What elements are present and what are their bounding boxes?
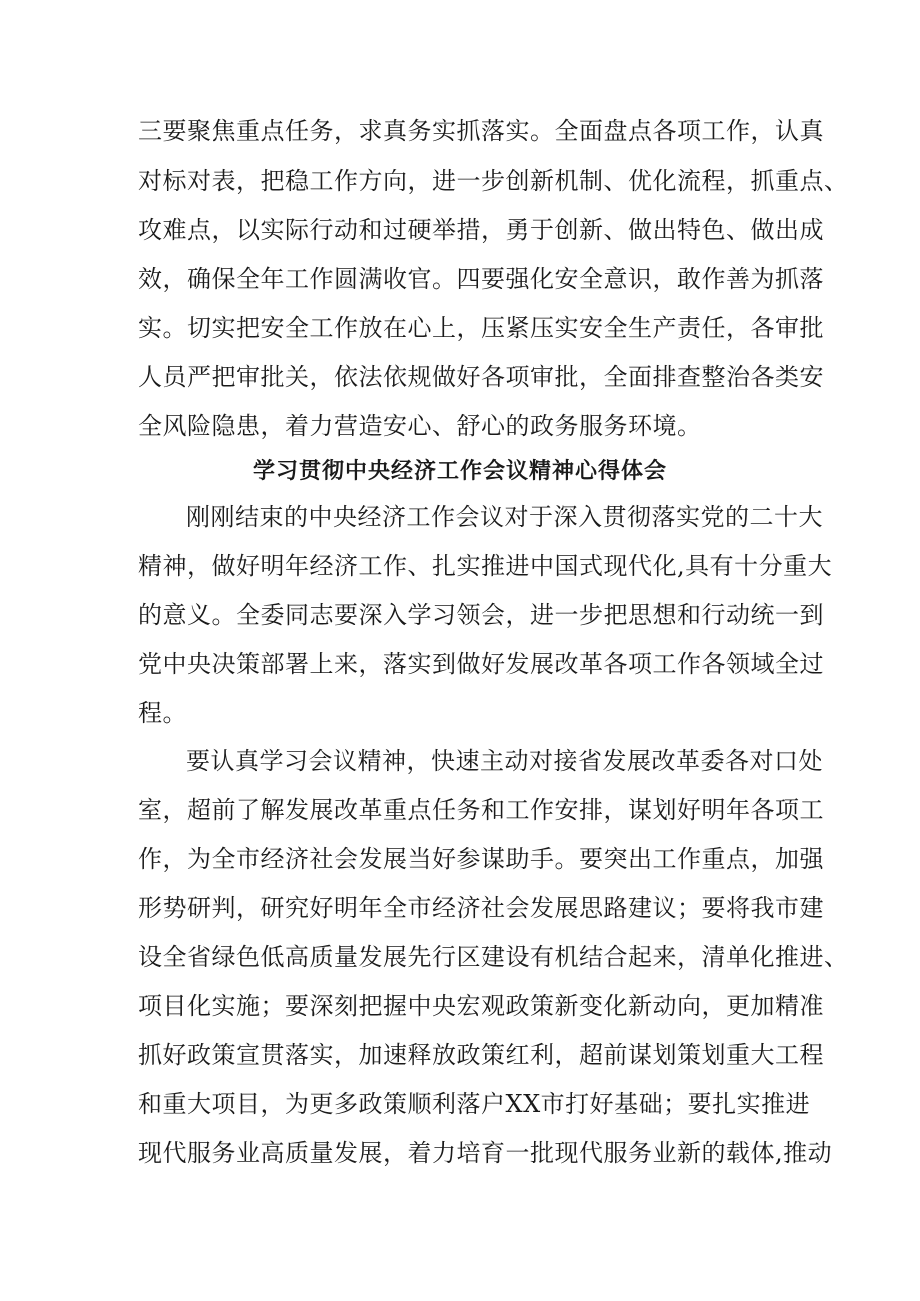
text-line: 刚刚结束的中央经济工作会议对于深入贯彻落实党的二十大 [186,503,823,531]
text-line: 现代服务业高质量发展，着力培育一批现代服务业新的载体,推动 [138,1139,833,1167]
text-line: 的意义。全委同志要深入学习领会，进一步把思想和行动统一到 [138,601,824,629]
text-line: 作，为全市经济社会发展当好参谋助手。要突出工作重点，加强 [138,845,824,873]
text-line: 效，确保全年工作圆满收官。四要强化安全意识，敢作善为抓落 [138,265,824,293]
text-line: 设全省绿色低高质量发展先行区建设有机结合起来，清单化推进、 [138,943,849,971]
text-line: 项目化实施；要深刻把握中央宏观政策新变化新动向，更加精准 [138,992,824,1020]
text-line: 形势研判，研究好明年全市经济社会发展思路建议；要将我市建 [138,894,824,922]
text-line: 党中央决策部署上来，落实到做好发展改革各项工作各领域全过 [138,650,824,678]
text-line: 和重大项目，为更多政策顺利落户XX市打好基础；要扎实推进 [138,1090,811,1118]
text-line: 实。切实把安全工作放在心上，压紧压实安全生产责任，各审批 [138,314,824,342]
text-line: 三要聚焦重点任务，求真务实抓落实。全面盘点各项工作，认真 [138,117,824,145]
text-line: 全风险隐患，着力营造安心、舒心的政务服务环境。 [138,412,702,440]
text-line: 要认真学习会议精神，快速主动对接省发展改革委各对口处 [186,747,823,775]
section-title: 学习贯彻中央经济工作会议精神心得体会 [252,459,667,484]
text-line: 精神，做好明年经济工作、扎实推进中国式现代化,具有十分重大 [138,552,833,580]
text-line: 人员严把审批关，依法依规做好各项审批，全面排查整治各类安 [138,363,824,391]
text-line: 攻难点，以实际行动和过硬举措，勇于创新、做出特色、做出成 [138,216,824,244]
text-line: 对标对表，把稳工作方向，进一步创新机制、优化流程，抓重点、 [138,167,849,195]
text-line: 程。 [138,699,187,727]
text-line: 室，超前了解发展改革重点任务和工作安排，谋划好明年各项工 [138,796,824,824]
text-line: 抓好政策宣贯落实，加速释放政策红利，超前谋划策划重大工程 [138,1041,824,1069]
